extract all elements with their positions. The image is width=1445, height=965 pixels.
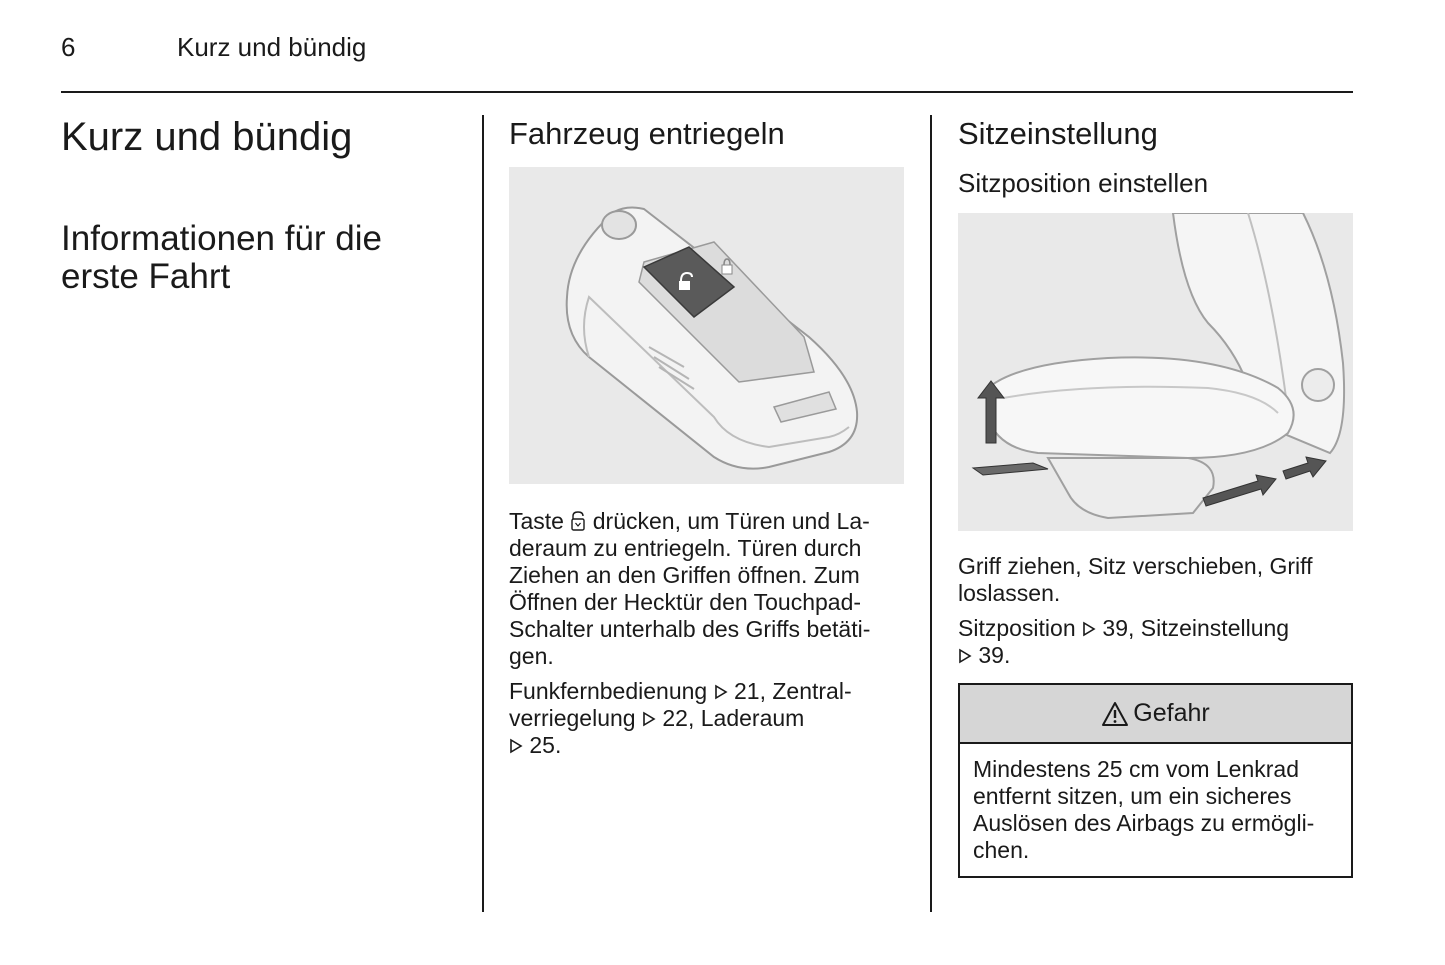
seat-subtitle: Sitzposition einstellen: [958, 168, 1209, 198]
column-divider-left: [482, 115, 484, 912]
section-title: Informationen für die erste Fahrt: [61, 219, 383, 296]
seat-references: Sitzposition 39, Sitzeinstellung 39.: [958, 615, 1290, 668]
page-number: 6: [61, 32, 76, 62]
column-unlock: [509, 114, 905, 759]
seat-instructions: Griff ziehen, Sitz verschieben, Griff loslassen. Sitzposition 39, Sitzeinstellung 39.: [958, 553, 1354, 669]
page-reference-arrow-icon: [509, 737, 523, 755]
page-reference-arrow-icon: [642, 710, 656, 728]
page-reference-arrow-icon: [714, 683, 728, 701]
running-title: Kurz und bündig: [177, 32, 367, 62]
column-divider-right: [930, 115, 932, 912]
page-reference-arrow-icon: [958, 647, 972, 665]
header-rule: [61, 91, 1353, 93]
unlock-symbol-icon: [570, 510, 586, 532]
seat-title: Sitzeinstellung: [958, 116, 1158, 151]
seat-illustration: [958, 213, 1353, 531]
column-intro: [61, 114, 461, 296]
warning-body: Mindestens 25 cm vom Lenkrad entfernt sitzen, um ein sicheres Auslösen des Airbags zu ermögli- chen.: [973, 756, 1315, 863]
chapter-title: Kurz und bündig: [61, 115, 353, 159]
warning-triangle-icon: [1101, 701, 1129, 727]
unlock-title: Fahrzeug entriegeln: [509, 116, 785, 151]
column-seat: [958, 114, 1354, 878]
page-reference-arrow-icon: [1082, 620, 1096, 638]
key-fob-illustration: [509, 167, 904, 484]
danger-warning-box: [958, 683, 1353, 878]
unlock-references: Funkfernbedienung 21, Zentral- verriegelung 22, Laderaum 25.: [509, 678, 852, 758]
warning-header: [960, 685, 1351, 744]
warning-title: Gefahr: [1133, 699, 1210, 727]
unlock-instructions: Taste drücken, um Türen und La- deraum zu entriegeln. Türen durch Ziehen an den Griffen öffnen. Zum Öffnen der Hecktür den Touchpad- Schalter unterhalb des Griffs betäti- gen. Funkfernbedienung 21, Zentral- verriegelung 22, Laderaum 25.: [509, 508, 905, 759]
